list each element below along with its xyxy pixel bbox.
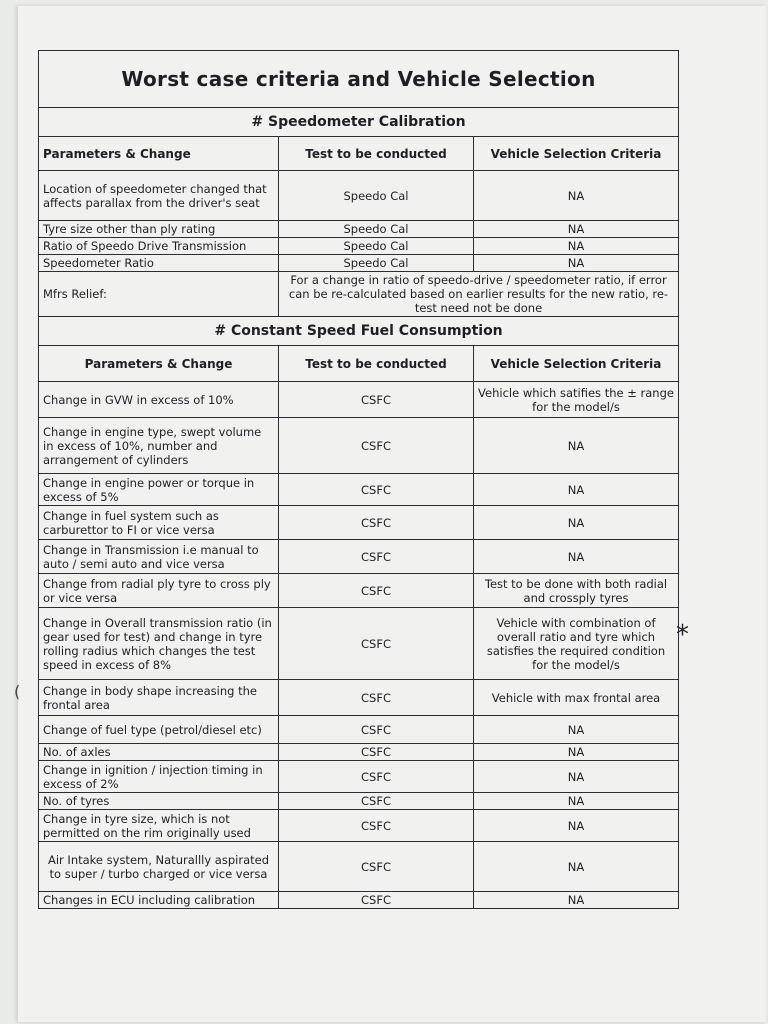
test-cell: CSFC [279,474,474,506]
table-row [39,171,679,221]
table-row [39,506,679,540]
table-row [39,842,679,892]
criteria-cell: NA [474,238,679,255]
relief-row [39,272,679,317]
relief-text: For a change in ratio of speedo-drive / speedometer ratio, if error can be re-calculated based on earlier results for the new ratio, re-test need not be done [279,272,679,317]
param-cell: Tyre size other than ply rating [39,221,279,238]
criteria-cell: NA [474,418,679,474]
param-cell: Speedometer Ratio [39,255,279,272]
test-cell: CSFC [279,761,474,793]
criteria-cell: Vehicle with max frontal area [474,680,679,716]
param-cell: Change of fuel type (petrol/diesel etc) [39,716,279,744]
margin-paren-mark: ( [14,682,21,701]
test-cell: Speedo Cal [279,171,474,221]
param-cell: Change in engine type, swept volume in excess of 10%, number and arrangement of cylinders [39,418,279,474]
fuel-header-test: Test to be conducted [279,346,474,382]
fuel-header-row [39,346,679,382]
test-cell: CSFC [279,540,474,574]
table-row [39,793,679,810]
test-cell: CSFC [279,842,474,892]
table-row [39,255,679,272]
table-row [39,608,679,680]
test-cell: CSFC [279,574,474,608]
speedo-section-title: # Speedometer Calibration [39,108,679,137]
criteria-cell: NA [474,255,679,272]
param-cell: No. of axles [39,744,279,761]
param-cell: Change in Overall transmission ratio (in gear used for test) and change in tyre rolling radius which changes the test speed in excess of 8% [39,608,279,680]
fuel-header-criteria: Vehicle Selection Criteria [474,346,679,382]
criteria-cell: NA [474,716,679,744]
criteria-cell: NA [474,171,679,221]
speedo-header-param: Parameters & Change [39,137,279,171]
param-cell: Change from radial ply tyre to cross ply or vice versa [39,574,279,608]
param-cell: No. of tyres [39,793,279,810]
table-row [39,474,679,506]
table-row [39,382,679,418]
speedo-header-criteria: Vehicle Selection Criteria [474,137,679,171]
table-row [39,744,679,761]
criteria-cell: NA [474,810,679,842]
criteria-cell: Vehicle with combination of overall ratio and tyre which satisfies the required condition for the model/s [474,608,679,680]
table-row [39,238,679,255]
criteria-cell: NA [474,506,679,540]
test-cell: CSFC [279,892,474,909]
test-cell: CSFC [279,716,474,744]
page-title: Worst case criteria and Vehicle Selection [39,51,679,108]
fuel-header-param: Parameters & Change [39,346,279,382]
criteria-cell: NA [474,540,679,574]
table-row [39,418,679,474]
criteria-cell: NA [474,474,679,506]
fuel-section-title: # Constant Speed Fuel Consumption [39,317,679,346]
table-row [39,221,679,238]
criteria-cell: NA [474,221,679,238]
criteria-table [38,50,679,909]
table-row [39,761,679,793]
speedo-section-row [39,108,679,137]
param-cell: Ratio of Speedo Drive Transmission [39,238,279,255]
criteria-cell: Vehicle which satifies the ± range for the model/s [474,382,679,418]
test-cell: CSFC [279,680,474,716]
param-cell: Change in GVW in excess of 10% [39,382,279,418]
test-cell: CSFC [279,418,474,474]
criteria-cell: Test to be done with both radial and crossply tyres [474,574,679,608]
table-row [39,892,679,909]
criteria-cell: NA [474,793,679,810]
table-row [39,716,679,744]
test-cell: CSFC [279,744,474,761]
table-row [39,540,679,574]
margin-asterisk-mark: * [676,620,689,650]
test-cell: CSFC [279,506,474,540]
param-cell: Changes in ECU including calibration [39,892,279,909]
param-cell: Change in body shape increasing the frontal area [39,680,279,716]
param-cell: Change in ignition / injection timing in excess of 2% [39,761,279,793]
table-row [39,680,679,716]
test-cell: CSFC [279,382,474,418]
test-cell: CSFC [279,810,474,842]
table-row [39,810,679,842]
param-cell: Change in fuel system such as carburettor to FI or vice versa [39,506,279,540]
test-cell: Speedo Cal [279,255,474,272]
test-cell: CSFC [279,793,474,810]
param-cell: Change in Transmission i.e manual to auto / semi auto and vice versa [39,540,279,574]
param-cell: Location of speedometer changed that affects parallax from the driver's seat [39,171,279,221]
criteria-cell: NA [474,761,679,793]
document [38,50,678,909]
test-cell: Speedo Cal [279,221,474,238]
title-row [39,51,679,108]
test-cell: Speedo Cal [279,238,474,255]
criteria-cell: NA [474,744,679,761]
param-cell: Change in tyre size, which is not permitted on the rim originally used [39,810,279,842]
table-row [39,574,679,608]
criteria-cell: NA [474,842,679,892]
param-cell: Change in engine power or torque in excess of 5% [39,474,279,506]
relief-label: Mfrs Relief: [39,272,279,317]
speedo-header-test: Test to be conducted [279,137,474,171]
param-cell: Air Intake system, Naturallly aspirated to super / turbo charged or vice versa [39,842,279,892]
test-cell: CSFC [279,608,474,680]
criteria-cell: NA [474,892,679,909]
speedo-header-row [39,137,679,171]
fuel-section-row [39,317,679,346]
